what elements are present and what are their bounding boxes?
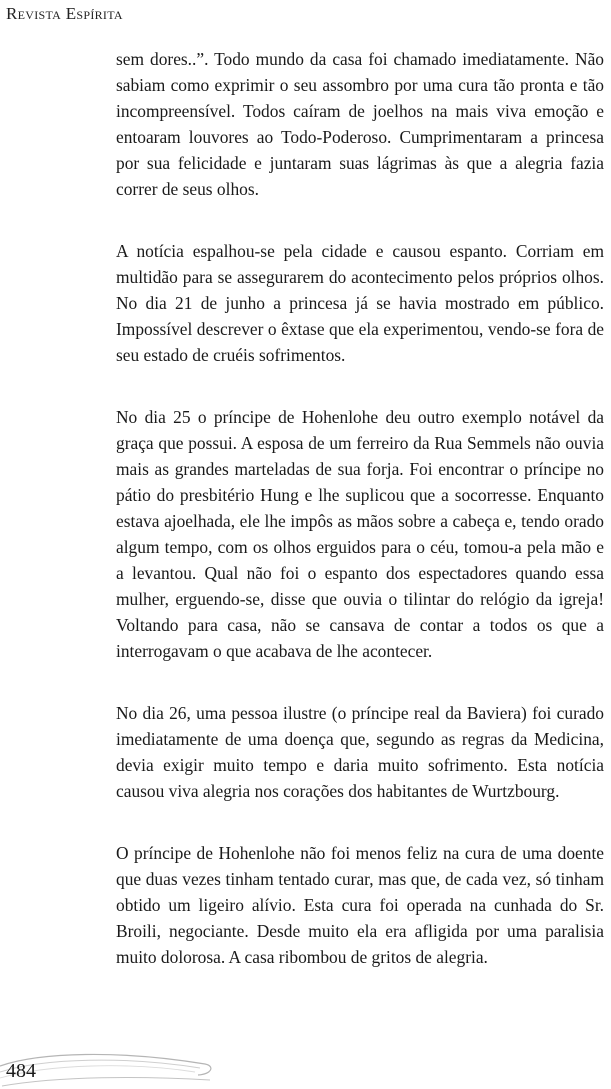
- paragraph-5: O príncipe de Hohenlohe não foi menos feliz na cura de uma doente que duas vezes tinham tentado curar, mas que, de cada vez, só tinham obtido um ligeiro alívio. Esta cura foi operada na cunhada do Sr. Broili, negociante. Desde muito ela era afligida por uma paralisia muito dolorosa. A casa ribombou de gritos de alegria.: [116, 843, 604, 967]
- paragraph-4: No dia 26, uma pessoa ilustre (o príncipe real da Baviera) foi curado imediatamente de uma doença que, segundo as regras da Medicina, devia exigir muito tempo e daria muito sofrimento. Esta notícia causou viva alegria nos corações dos habitantes de Wurtzbourg.: [116, 703, 604, 801]
- page-footer: [0, 1046, 240, 1089]
- swoosh-ornament-icon: [0, 1046, 240, 1089]
- page-number: 484: [6, 1060, 36, 1082]
- running-header: Revista Espírita: [6, 4, 123, 23]
- paragraph-3: No dia 25 o príncipe de Hohenlohe deu outro exemplo notável da graça que possui. A esposa de um ferreiro da Rua Semmels não ouvia mais as grandes marteladas de sua forja. Foi encontrar o príncipe no pátio do presbitério Hung e lhe suplicou que a socorresse. Enquanto estava ajoelhada, ele lhe impôs as mãos sobre a cabeça e, tendo orado algum tempo, com os olhos erguidos para o céu, tomou-a pela mão e a levantou. Qual não foi o espanto dos espectadores quando essa mulher, erguendo-se, disse que ouvia o tilintar do relógio da igreja! Voltando para casa, não se cansava de contar a todos os que a interrogavam o que acabava de lhe acontecer.: [116, 407, 604, 661]
- page-body: [116, 46, 604, 970]
- paragraph-2: A notícia espalhou-se pela cidade e causou espanto. Corriam em multidão para se assegurarem do acontecimento pelos próprios olhos. No dia 21 de junho a princesa já se havia mostrado em público. Impossível descrever o êxtase que ela experimentou, vendo-se fora de seu estado de cruéis sofrimentos.: [116, 241, 604, 365]
- paragraph-1: sem dores..”. Todo mundo da casa foi chamado imediatamente. Não sabiam como exprimir o seu assombro por uma cura tão pronta e tão incompreensível. Todos caíram de joelhos na mais viva emoção e entoaram louvores ao Todo-Poderoso. Cumprimentaram a princesa por sua felicidade e juntaram suas lágrimas às que a alegria fazia correr de seus olhos.: [116, 49, 604, 199]
